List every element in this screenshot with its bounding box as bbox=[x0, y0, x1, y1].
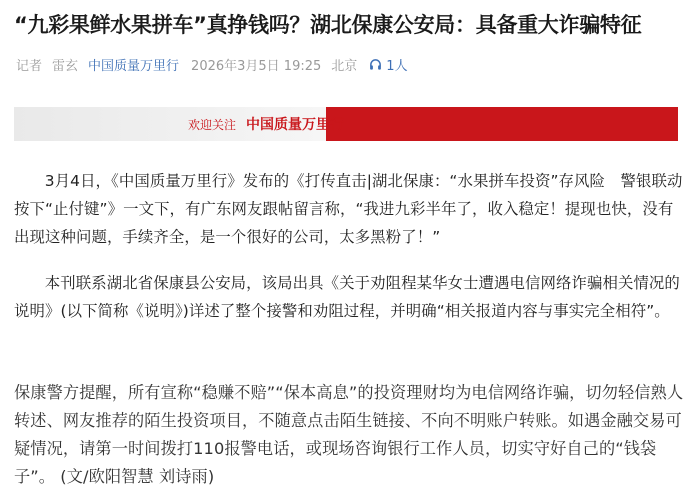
paragraph-2: 本刊联系湖北省保康县公安局，该局出具《关于劝阻程某华女士遭遇电信网络诈骗相关情况的说明》(以下简称《说明》)详述了整个接警和劝阻过程，并明确“相关报道内容与事实完全相符”。 bbox=[14, 274, 680, 320]
listen-button[interactable] bbox=[369, 55, 417, 74]
headphones-icon bbox=[369, 58, 382, 71]
reporter-name: 雷玄 bbox=[52, 58, 79, 74]
paragraph-1: 3月4日，《中国质量万里行》发布的《打传直击|湖北保康：“水果拼车投资”存风险 警银联动按下“止付键”》一文下，有广东网友跟帖留言称，“我进九彩半年了，收入稳定！提现也快，没有出现这种问题，手续齐全，是一个很好的公司，太多黑粉了！” bbox=[14, 172, 683, 246]
reporter-label: 记者 bbox=[16, 58, 43, 74]
banner-text bbox=[14, 107, 678, 141]
article-title: “九彩果鲜水果拼车”真挣钱吗？湖北保康公安局：具备重大诈骗特征 bbox=[14, 13, 642, 37]
publish-location: 北京 bbox=[331, 58, 358, 74]
source-link[interactable]: 中国质量万里行 bbox=[88, 58, 180, 74]
paragraph-3: 保康警方提醒，所有宣称“稳赚不赔”“保本高息”的投资理财均为电信网络诈骗，切勿轻信熟人转述、网友推荐的陌生投资项目，不随意点击陌生链接、不向不明账户转账。如遇金融交易可疑情况，请第一时间拨打110报警电话，或现场咨询银行工作人员，切实守好自己的“钱袋子”。 (文/欧阳智慧 刘诗雨) bbox=[14, 383, 684, 486]
follow-banner[interactable] bbox=[14, 107, 678, 141]
article-meta bbox=[16, 54, 428, 74]
banner-account-name: 中国质量万里行 bbox=[246, 117, 344, 133]
banner-follow-text: 欢迎关注 bbox=[188, 118, 237, 132]
listener-count: 1人 bbox=[386, 58, 408, 74]
publish-datetime: 2026年3月5日 19:25 bbox=[191, 58, 322, 74]
